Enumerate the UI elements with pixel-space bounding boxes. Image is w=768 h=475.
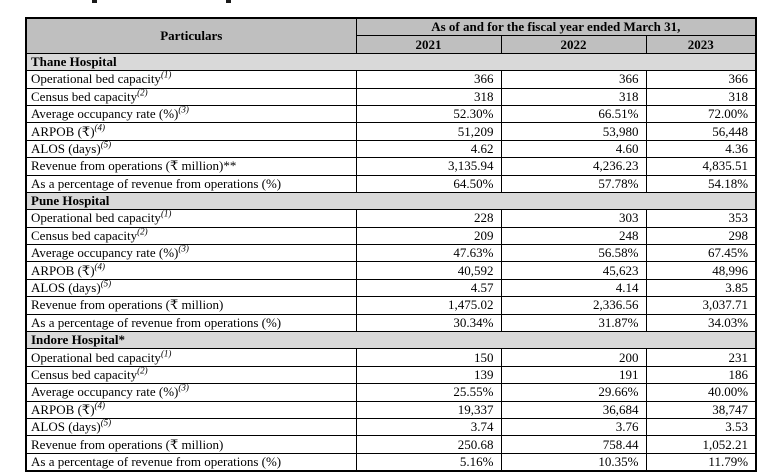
- cell-value: 4.57: [356, 279, 501, 296]
- row-label: Average occupancy rate (%)$^{(3)}$: [26, 245, 356, 262]
- clipped-heading-fragment: [226, 0, 231, 3]
- table-row: [26, 175, 756, 192]
- section-title: Pune Hospital: [26, 192, 756, 209]
- table-row: [26, 140, 756, 157]
- row-label: ARPOB (₹)$^{(4)}$: [26, 123, 356, 140]
- row-label: Average occupancy rate (%)$^{(3)}$: [26, 105, 356, 122]
- cell-value: 56.58%: [501, 245, 646, 262]
- table-row: [26, 88, 756, 105]
- table-row: [26, 210, 756, 227]
- footnote-marker: (4): [94, 122, 106, 133]
- table-row: [26, 71, 756, 88]
- cell-value: 30.34%: [356, 314, 501, 331]
- table-row: [26, 245, 756, 262]
- cell-value: 36,684: [501, 401, 646, 418]
- year-header-2023: 2023: [646, 36, 756, 53]
- footnote-marker: (5): [100, 279, 112, 289]
- cell-value: 4.62: [356, 140, 501, 157]
- table-row: [26, 227, 756, 244]
- table-row: [26, 366, 756, 383]
- footnote-marker: (4): [94, 261, 106, 272]
- footnote-marker: (3): [178, 105, 189, 115]
- cell-value: 47.63%: [356, 245, 501, 262]
- cell-value: 34.03%: [646, 314, 756, 331]
- clipped-heading-fragment: [92, 0, 97, 3]
- cell-value: 250.68: [356, 436, 501, 453]
- year-header-2021: 2021: [356, 36, 501, 53]
- cell-value: 45,623: [501, 262, 646, 279]
- footnote-marker: (2): [137, 366, 148, 376]
- footnote-marker: (4): [94, 401, 106, 411]
- cell-value: 3,135.94: [356, 158, 501, 175]
- cell-value: 353: [646, 210, 756, 227]
- row-label: ARPOB (₹)$^{(4)}$: [26, 262, 356, 279]
- cell-value: 72.00%: [646, 105, 756, 122]
- cell-value: 366: [356, 71, 501, 88]
- cell-value: 1,052.21: [646, 436, 756, 453]
- cell-value: 10.35%: [501, 453, 646, 471]
- footnote-marker: (1): [160, 70, 172, 81]
- row-label: Average occupancy rate (%)$^{(3)}$: [26, 384, 356, 401]
- table-row: [26, 401, 756, 418]
- row-label: Census bed capacity$^{(2)}$: [26, 88, 356, 105]
- section-header-row: [26, 192, 756, 209]
- cell-value: 303: [501, 210, 646, 227]
- table-body: [26, 53, 756, 471]
- cell-value: 4,236.23: [501, 158, 646, 175]
- row-label: Operational bed capacity$^{(1)}$: [26, 210, 356, 227]
- cell-value: 25.55%: [356, 384, 501, 401]
- row-label: Census bed capacity$^{(2)}$: [26, 366, 356, 383]
- table-row: [26, 384, 756, 401]
- footnote-marker: (3): [178, 244, 189, 254]
- table-row: [26, 123, 756, 140]
- cell-value: 1,475.02: [356, 297, 501, 314]
- cell-value: 209: [356, 227, 501, 244]
- footnote-marker: (2): [137, 88, 148, 98]
- cell-value: 51,209: [356, 123, 501, 140]
- section-title: Indore Hospital*: [26, 332, 756, 349]
- cell-value: 3.53: [646, 418, 756, 435]
- cell-value: 67.45%: [646, 245, 756, 262]
- cell-value: 54.18%: [646, 175, 756, 192]
- cell-value: 758.44: [501, 436, 646, 453]
- table-row: [26, 453, 756, 471]
- cell-value: 64.50%: [356, 175, 501, 192]
- cell-value: 248: [501, 227, 646, 244]
- cell-value: 52.30%: [356, 105, 501, 122]
- cell-value: 3.85: [646, 279, 756, 296]
- table-row: [26, 297, 756, 314]
- section-title: Thane Hospital: [26, 53, 756, 70]
- cell-value: 66.51%: [501, 105, 646, 122]
- hospital-metrics-table: [25, 17, 757, 472]
- row-label: As a percentage of revenue from operations (%): [26, 453, 356, 471]
- row-label: ALOS (days)$^{(5)}$: [26, 140, 356, 157]
- table-row: [26, 314, 756, 331]
- cell-value: 200: [501, 349, 646, 366]
- cell-value: 366: [646, 71, 756, 88]
- cell-value: 31.87%: [501, 314, 646, 331]
- row-label: Revenue from operations (₹ million): [26, 297, 356, 314]
- cell-value: 5.16%: [356, 453, 501, 471]
- cell-value: 4,835.51: [646, 158, 756, 175]
- year-header-2022: 2022: [501, 36, 646, 53]
- fiscal-year-header: As of and for the fiscal year ended March 31,: [356, 18, 756, 36]
- cell-value: 57.78%: [501, 175, 646, 192]
- cell-value: 19,337: [356, 401, 501, 418]
- footnote-marker: (1): [160, 209, 172, 220]
- section-header-row: [26, 332, 756, 349]
- cell-value: 56,448: [646, 123, 756, 140]
- table-row: [26, 262, 756, 279]
- cell-value: 150: [356, 349, 501, 366]
- table-row: [26, 349, 756, 366]
- footnote-marker: (5): [100, 140, 112, 150]
- table-row: [26, 436, 756, 453]
- cell-value: 298: [646, 227, 756, 244]
- footnote-marker: (3): [178, 383, 189, 394]
- row-label: Revenue from operations (₹ million): [26, 436, 356, 453]
- cell-value: 4.36: [646, 140, 756, 157]
- header-row-fiscal: [26, 18, 756, 36]
- cell-value: 191: [501, 366, 646, 383]
- cell-value: 38,747: [646, 401, 756, 418]
- cell-value: 318: [356, 88, 501, 105]
- footnote-marker: (5): [100, 418, 112, 428]
- row-label: ALOS (days)$^{(5)}$: [26, 279, 356, 296]
- cell-value: 53,980: [501, 123, 646, 140]
- table-row: [26, 158, 756, 175]
- cell-value: 48,996: [646, 262, 756, 279]
- cell-value: 318: [646, 88, 756, 105]
- cell-value: 4.14: [501, 279, 646, 296]
- cell-value: 4.60: [501, 140, 646, 157]
- particulars-header: Particulars: [26, 18, 356, 53]
- cell-value: 318: [501, 88, 646, 105]
- section-header-row: [26, 53, 756, 70]
- row-label: Operational bed capacity$^{(1)}$: [26, 71, 356, 88]
- table-row: [26, 105, 756, 122]
- row-label: ARPOB (₹)$^{(4)}$: [26, 401, 356, 418]
- cell-value: 186: [646, 366, 756, 383]
- cell-value: 3,037.71: [646, 297, 756, 314]
- cell-value: 29.66%: [501, 384, 646, 401]
- footnote-marker: (1): [160, 348, 172, 359]
- footnote-marker: (2): [137, 227, 148, 237]
- cell-value: 231: [646, 349, 756, 366]
- row-label: As a percentage of revenue from operations (%): [26, 175, 356, 192]
- row-label: Census bed capacity$^{(2)}$: [26, 227, 356, 244]
- cell-value: 3.76: [501, 418, 646, 435]
- row-label: Revenue from operations (₹ million)**: [26, 158, 356, 175]
- row-label: Operational bed capacity$^{(1)}$: [26, 349, 356, 366]
- cell-value: 366: [501, 71, 646, 88]
- table-row: [26, 279, 756, 296]
- cell-value: 40,592: [356, 262, 501, 279]
- cell-value: 11.79%: [646, 453, 756, 471]
- cell-value: 40.00%: [646, 384, 756, 401]
- cell-value: 3.74: [356, 418, 501, 435]
- row-label: ALOS (days)$^{(5)}$: [26, 418, 356, 435]
- cell-value: 139: [356, 366, 501, 383]
- row-label: As a percentage of revenue from operations (%): [26, 314, 356, 331]
- cell-value: 2,336.56: [501, 297, 646, 314]
- table-row: [26, 418, 756, 435]
- cell-value: 228: [356, 210, 501, 227]
